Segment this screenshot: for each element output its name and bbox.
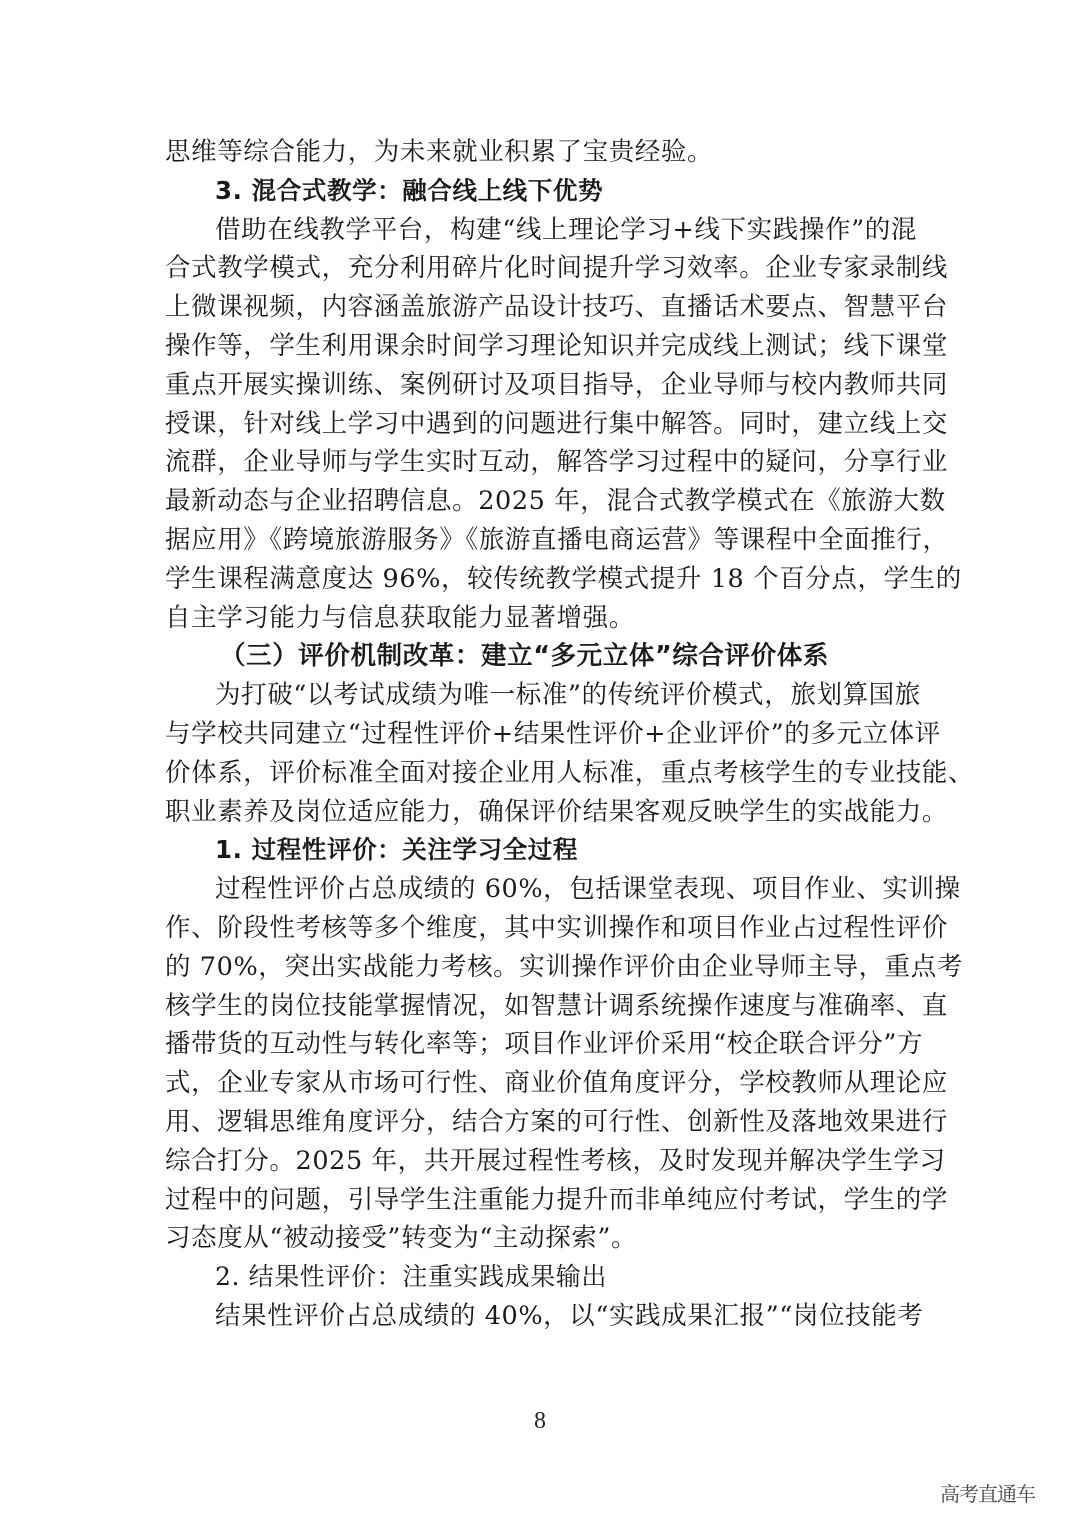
text-line: 最新动态与企业招聘信息。2025 年，混合式教学模式在《旅游大数: [165, 486, 946, 517]
section-heading-evaluation-reform: （三）评价机制改革：建立“多元立体”综合评价体系: [220, 641, 829, 672]
text-line: 操作等，学生利用课余时间学习理论知识并完成线上测试；线下课堂: [165, 330, 949, 361]
text-line: 播带货的互动性与转化率等；项目作业评价采用“校企联合评分”方: [165, 1029, 924, 1060]
text-line: 过程性评价占总成绩的 60%，包括课堂表现、项目作业、实训操: [215, 874, 961, 905]
section-heading-process-evaluation: 1. 过程性评价：关注学习全过程: [215, 835, 578, 865]
text-line: 综合打分。2025 年，共开展过程性考核，及时发现并解决学生学习: [165, 1145, 946, 1176]
text-line: 授课，针对线上学习中遇到的问题进行集中解答。同时，建立线上交: [165, 408, 949, 439]
paragraph-evaluation-intro: [165, 676, 975, 831]
text-line: 式，企业专家从市场可行性、商业价值角度评分，学校教师从理论应: [165, 1068, 949, 1099]
text-line: 自主学习能力与信息获取能力显著增强。: [165, 602, 635, 633]
text-line: 用、逻辑思维角度评分，结合方案的可行性、创新性及落地效果进行: [165, 1106, 949, 1137]
text-line: 为打破“以考试成绩为唯一标准”的传统评价模式，旅划算国旅: [215, 680, 921, 711]
text-line: 思维等综合能力，为未来就业积累了宝贵经验。: [165, 137, 714, 167]
text-line: 借助在线教学平台，构建“线上理论学习+线下实践操作”的混: [215, 214, 917, 245]
paragraph-blended-teaching: [165, 211, 962, 638]
paragraph-process-evaluation: [165, 870, 963, 1258]
text-line: 价体系，评价标准全面对接企业用人标准，重点考核学生的专业技能、: [165, 757, 975, 788]
text-line: 作、阶段性考核等多个维度，其中实训操作和项目作业占过程性评价: [165, 912, 949, 943]
text-line: 过程中的问题，引导学生注重能力提升而非单纯应付考试，学生的学: [165, 1184, 949, 1215]
page-number: 8: [534, 1408, 546, 1434]
text-line: 与学校共同建立“过程性评价+结果性评价+企业评价”的多元立体评: [165, 718, 941, 749]
text-line: 上微课视频，内容涵盖旅游产品设计技巧、直播话术要点、智慧平台: [165, 292, 949, 323]
text-line: 合式教学模式，充分利用碎片化时间提升学习效率。企业专家录制线: [165, 253, 949, 284]
text-line: 核学生的岗位技能掌握情况，如智慧计调系统操作速度与准确率、直: [165, 990, 949, 1021]
section-heading-result-evaluation: 2. 结果性评价：注重实践成果输出: [215, 1262, 608, 1292]
watermark-logo: 高考直通车: [940, 1482, 1035, 1506]
document-page: [165, 133, 975, 1336]
text-line: 结果性评价占总成绩的 40%，以“实践成果汇报”“岗位技能考: [215, 1300, 924, 1331]
text-line: 学生课程满意度达 96%，较传统教学模式提升 18 个百分点，学生的: [165, 563, 962, 594]
text-line: 重点开展实操训练、案例研讨及项目指导，企业导师与校内教师共同: [165, 369, 949, 400]
text-line: 的 70%，突出实战能力考核。实训操作评价由企业导师主导，重点考: [165, 951, 963, 982]
section-heading-blended-teaching: 3. 混合式教学：融合线上线下优势: [215, 175, 604, 205]
text-line: 习态度从“被动接受”转变为“主动探索”。: [165, 1223, 638, 1254]
text-line: 流群，企业导师与学生实时互动，解答学习过程中的疑问，分享行业: [165, 447, 949, 478]
text-line: 职业素养及岗位适应能力，确保评价结果客观反映学生的实战能力。: [165, 796, 949, 827]
paragraph-result-evaluation: [165, 1297, 924, 1336]
text-line: 据应用》《跨境旅游服务》《旅游直播电商运营》等课程中全面推行，: [165, 524, 949, 555]
